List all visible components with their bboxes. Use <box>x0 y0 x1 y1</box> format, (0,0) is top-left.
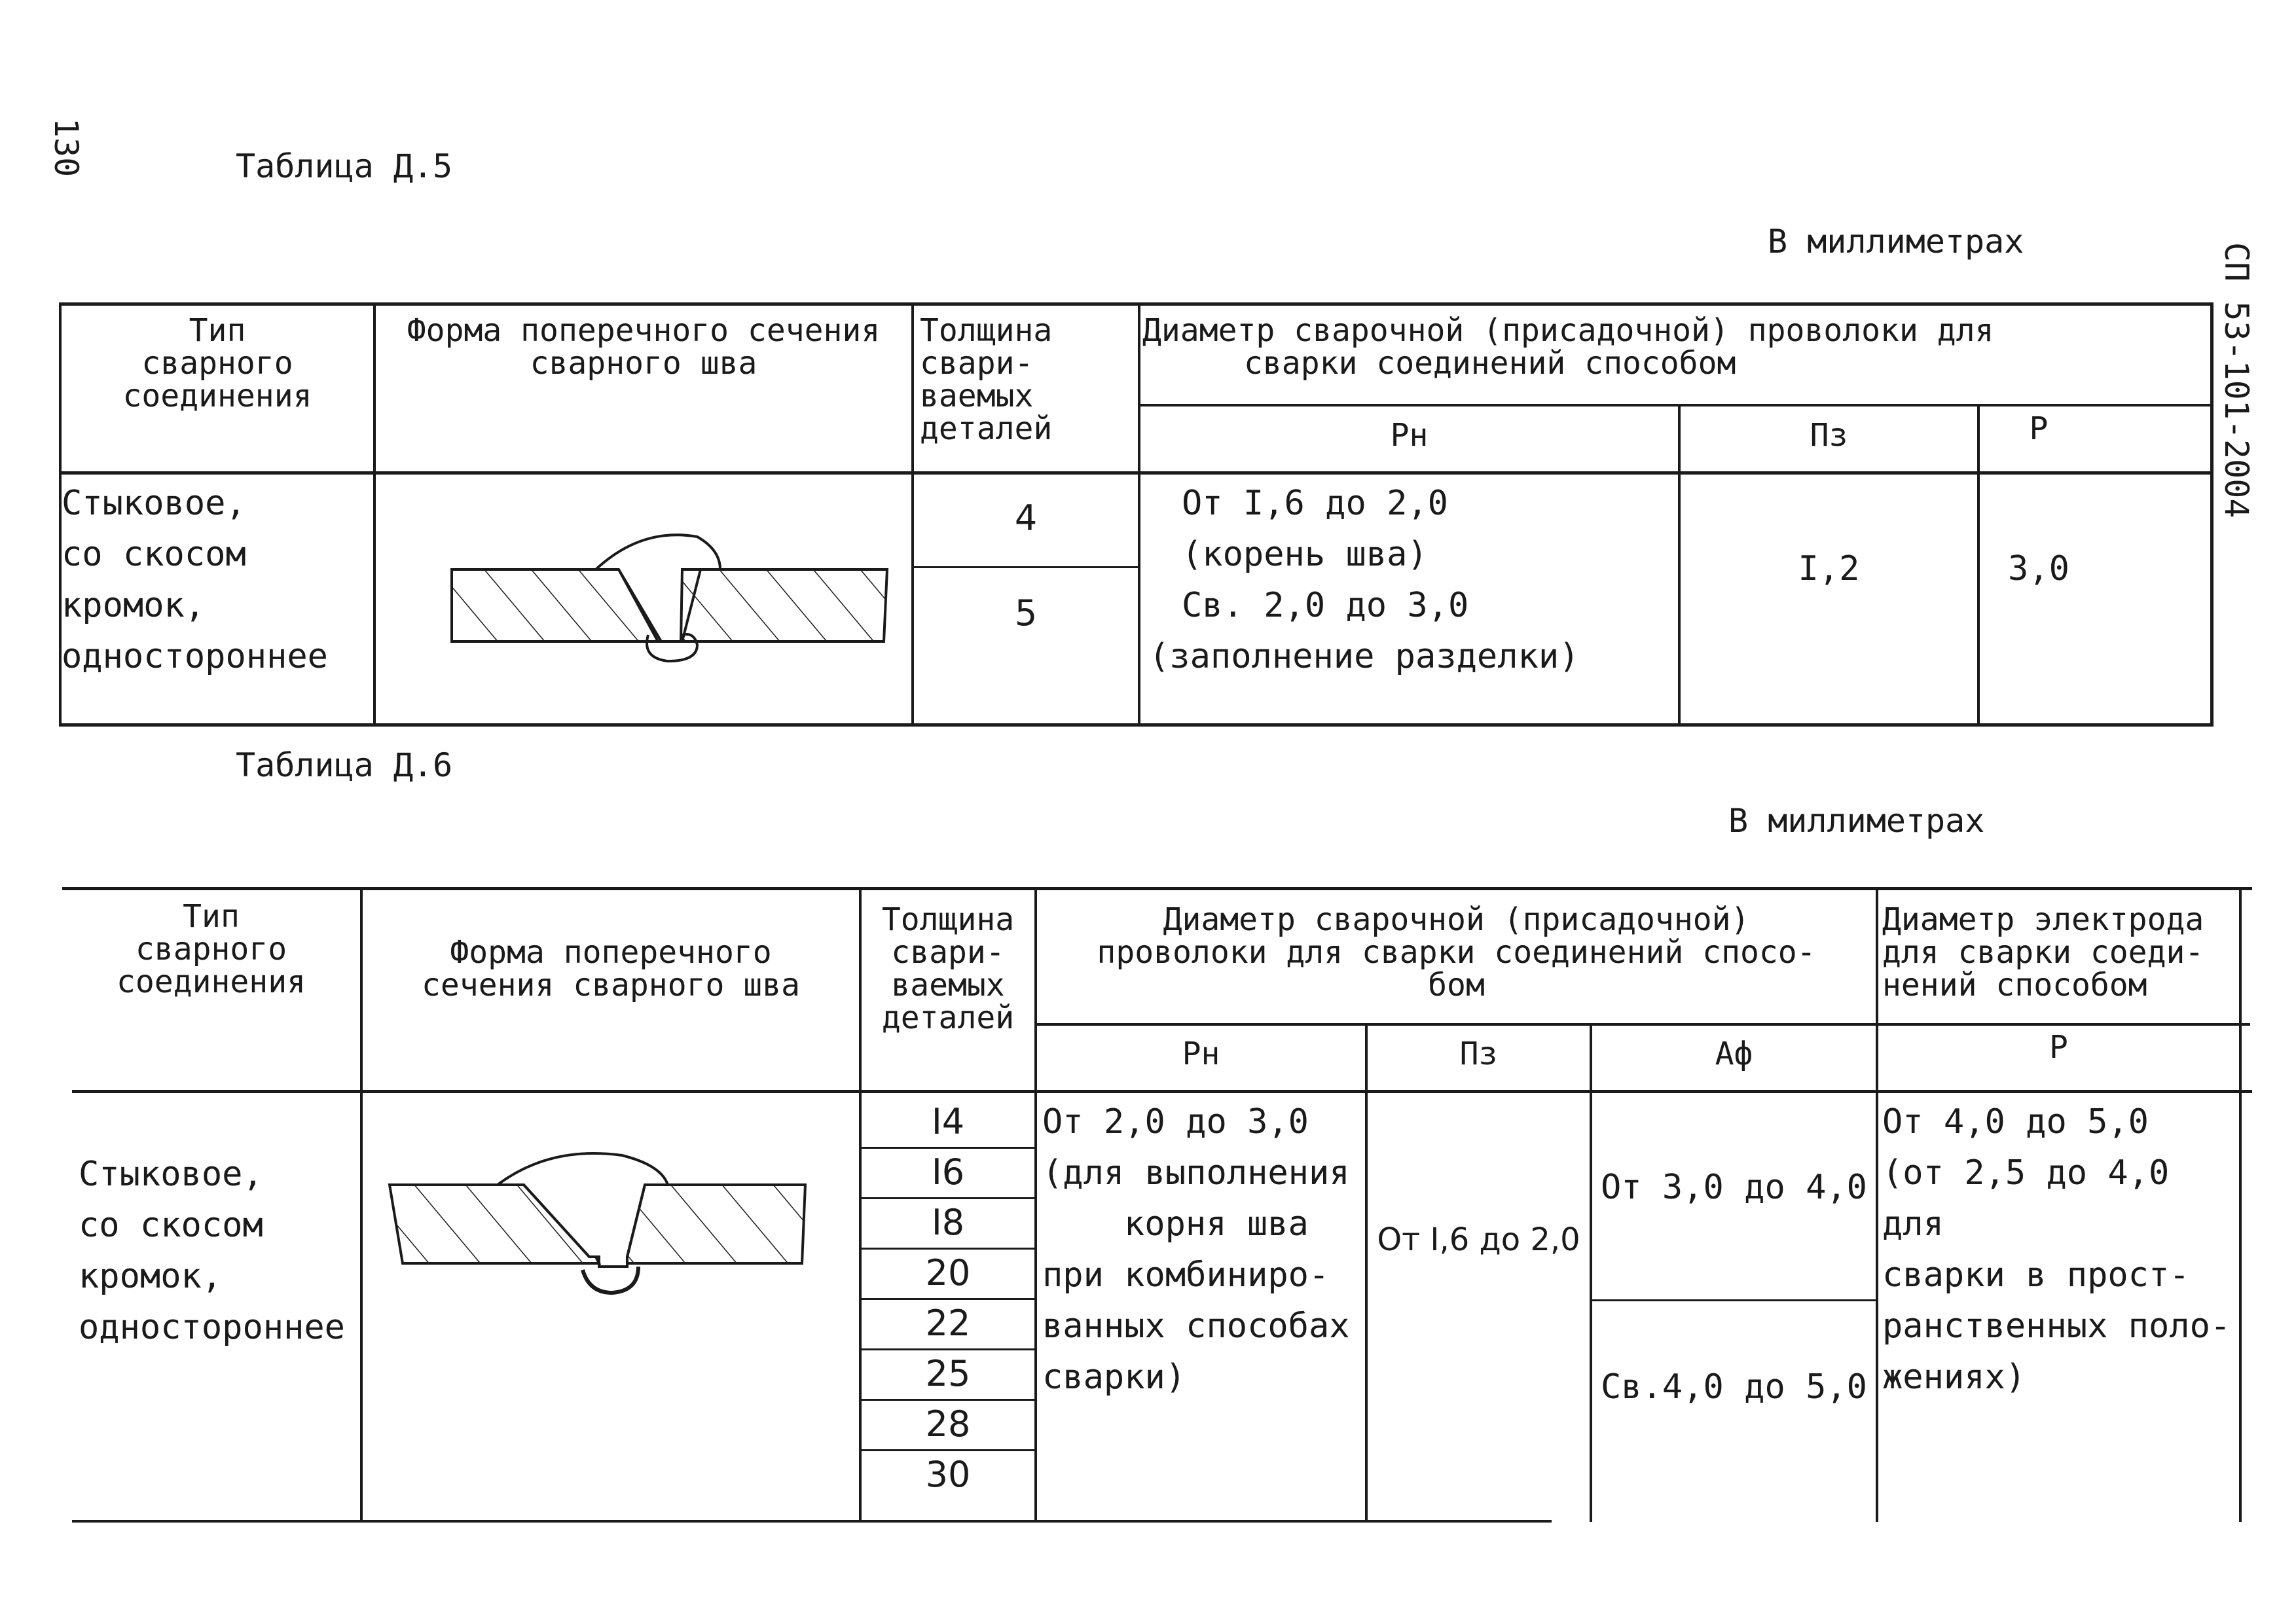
t6-header-electrode-diameter: Диаметр электрода для сварки соеди- нений способом <box>1882 901 2204 1003</box>
table6-units: В миллиметрах <box>1728 802 1985 840</box>
t6-cell-r: От 4,0 до 5,0 (от 2,5 до 4,0 для сварки в прост- ранственных поло- жениях) <box>1882 1102 2231 1397</box>
t6-cell-af-1: От 3,0 до 4,0 <box>1601 1168 1867 1207</box>
t5-header-thickness: Толщина свари- ваемых деталей <box>920 312 1053 447</box>
t6-header-form: Форма поперечного сечения сварного шва <box>422 934 800 1003</box>
t6-thickness-14: I4 <box>931 1101 965 1142</box>
t6-thickness-25: 25 <box>925 1353 971 1394</box>
t5-header-diameter: Диаметр сварочной (присадочной) проволоки для сварки соединений способом <box>1142 312 1994 382</box>
t6-weld-cross-section-drawing <box>386 1152 845 1309</box>
t6-cell-pz: От I,6 до 2,0 <box>1377 1221 1580 1258</box>
t6-header-wire-diameter: Диаметр сварочной (присадочной) проволоки для сварки соединений спосо- бом <box>1097 901 1816 1003</box>
t5-cell-type: Стыковое, со скосом кромок, одностороннее <box>62 484 328 676</box>
t5-header-r: Р <box>2029 410 2049 447</box>
table6-title: Таблица Д.6 <box>236 746 453 784</box>
t5-cell-r: 3,0 <box>2008 549 2069 588</box>
t5-cell-pz: I,2 <box>1798 549 1860 588</box>
page-number: 130 <box>47 118 85 177</box>
document-code: СП 53-101-2004 <box>2217 242 2255 518</box>
t6-header-pz: Пз <box>1459 1036 1498 1072</box>
t5-header-type: Тип сварного соединения <box>122 312 312 414</box>
t6-thickness-22: 22 <box>925 1303 971 1344</box>
t6-header-type: Тип сварного соединения <box>117 898 306 1000</box>
t6-thickness-20: 20 <box>925 1252 971 1293</box>
t6-thickness-16: I6 <box>931 1151 965 1193</box>
t6-cell-af-2: Св.4,0 до 5,0 <box>1601 1367 1867 1407</box>
table5-title: Таблица Д.5 <box>236 147 453 185</box>
t6-header-r: Р <box>2049 1029 2068 1066</box>
t6-thickness-28: 28 <box>925 1403 971 1445</box>
t6-thickness-30: 30 <box>925 1454 971 1495</box>
t5-thickness-5: 5 <box>1014 592 1038 634</box>
t5-header-pz: Пз <box>1810 417 1848 454</box>
t6-cell-type: Стыковое, со скосом кромок, одностороннее <box>79 1155 345 1347</box>
t6-header-rn: Рн <box>1182 1036 1220 1072</box>
t6-header-thickness: Толщина свари- ваемых деталей <box>881 901 1015 1036</box>
t6-thickness-18: I8 <box>931 1202 965 1243</box>
t5-header-rn: Рн <box>1390 417 1429 454</box>
t6-header-af: Аф <box>1715 1036 1753 1072</box>
t5-weld-cross-section-drawing <box>445 524 890 681</box>
t6-cell-rn: От 2,0 до 3,0 (для выполнения корня шва при комбиниро- ванных способах сварки) <box>1042 1102 1350 1397</box>
t5-cell-rn: От I,6 до 2,0 (корень шва) Св. 2,0 до 3,0 (заполнение разделки) <box>1149 484 1580 676</box>
t5-thickness-4: 4 <box>1014 497 1038 539</box>
t5-header-form: Форма поперечного сечения сварного шва <box>407 312 881 382</box>
table5-units: В миллиметрах <box>1768 223 2024 261</box>
